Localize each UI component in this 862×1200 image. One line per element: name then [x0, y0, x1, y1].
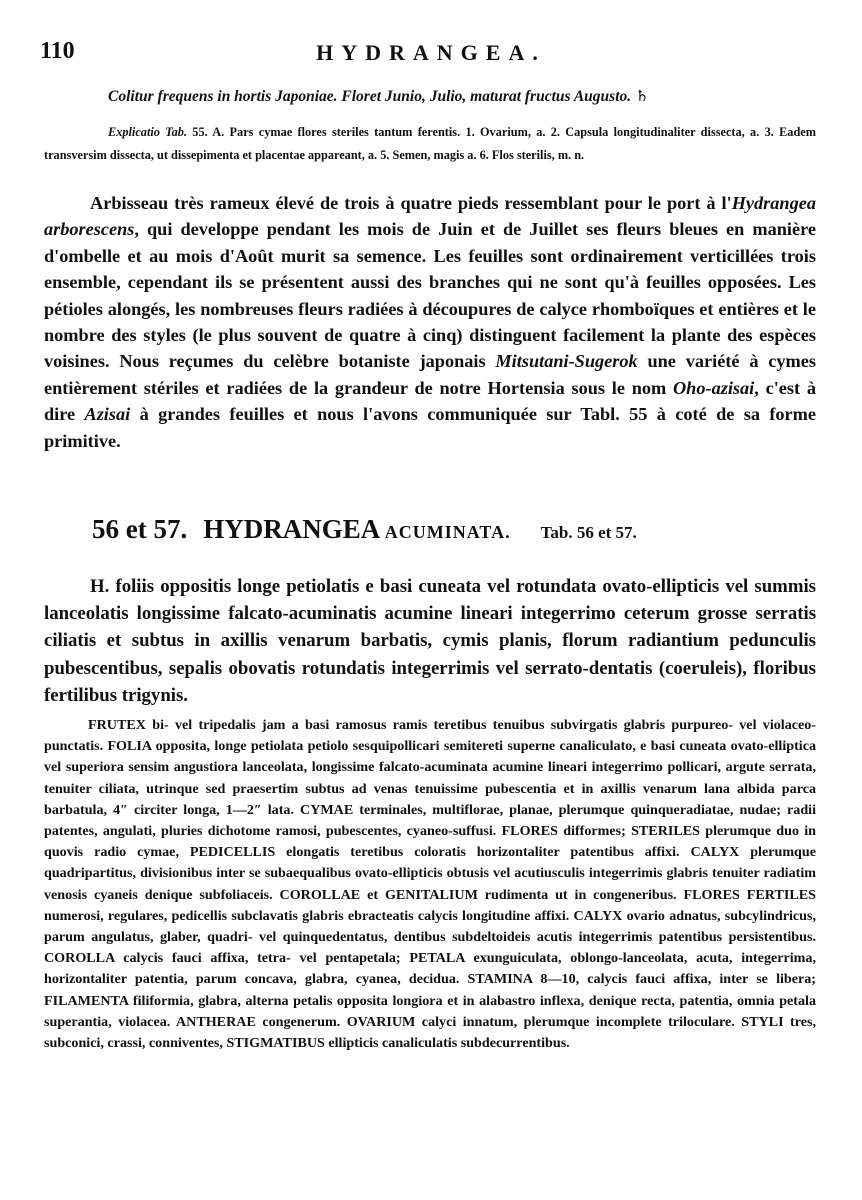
genus-name: HYDRANGEA — [203, 514, 381, 544]
french-text-5: à grandes feuilles et nous l'avons communiquée sur Tabl. 55 à coté de sa forme primitive. — [44, 404, 816, 451]
plate-reference: Tab. 56 et 57. — [540, 523, 637, 542]
page-number: 110 — [40, 38, 75, 64]
french-japanese-name-2: Azisai — [84, 404, 131, 425]
french-text-3: une variété à cymes entièrement stériles et radiées de la grandeur de notre Hortensia sous le nom — [44, 351, 816, 398]
french-text-1: Arbisseau très rameux élevé de trois à quatre pieds ressemblant pour le port à l' — [90, 193, 732, 213]
plate-explanation — [44, 121, 816, 167]
french-botanist-name: Mitsutani-Sugerok — [495, 351, 638, 372]
cultivation-note: Colitur frequens in hortis Japoniae. Floret Junio, Julio, maturat fructus Augusto. ♄ — [108, 88, 649, 105]
species-heading — [92, 514, 822, 545]
french-species-name: Hydrangea arborescens — [44, 193, 816, 240]
latin-diagnosis: H. foliis oppositis longe petiolatis e basi cuneata vel rotundata ovato-ellipticis vel summis lanceolatis longissime falcato-acuminatis acumine lineari integerrimo ceterum grosse serratis ciliatis et subtus in axillis venarum barbatis, cymis planis, florum radiantium pedunculis pubescentibus, sepalis obovatis rotundatis integerrimis vel serrato-dentatis (coeruleis), floribus fertilibus trigynis. — [44, 576, 816, 706]
latin-description: FRUTEX bi- vel tripedalis jam a basi ramosus ramis teretibus tenuibus subvirgatis glabris purpureo- vel violaceo-punctatis. FOLIA opposita, longe petiolata petiolo sesquipollicari semitereti superne canaliculato, e basi cuneata ovato-elliptica vel superiora sensim angustiora lanceolata, longissime falcato-acuminata acumine lineari integerrimo pollicari, argute serrata, tenuiter ciliata, utrinque sed praesertim subtus ad venas tenuissime pubescentia et in axillis venarum lana albida parca barbatula, 4″ circiter longa, 1—2″ lata. CYMAE terminales, multiflorae, planae, plerumque quinqueradiatae, nudae; radii patentes, angulati, pluries dichotome ramosi, pubescentes, cyaneo-suffusi. FLORES difformes; STERILES plerumque duo in quovis radio cymae, PEDICELLIS elongatis teretibus coloratis horizontaliter patentibus affixi. CALYX plerumque quadripartitus, divisionibus inter se subaequalibus ovato-ellipticis obtusis vel acutiusculis integerrimis glabris tenuiter radiatim venosis cyaneis denique subfoliaceis. COROLLAE et GENITALIUM rudimenta ut in congeneribus. FLORES FERTILES numerosi, regulares, pedicellis subclavatis glabris ebracteatis calycis longitudine affixi. CALYX ovario adnatus, subcylindricus, parum angulatus, glaber, quadri- vel quinquedentatus, dentibus subdeltoideis acutis integerrimis patentibus persistentibus. COROLLA calycis fauci affixa, tetra- vel pentapetala; PETALA exunguiculata, oblongo-lanceolata, acuta, integerrima, horizontaliter patentia, parum concava, glabra, cyanea, decidua. STAMINA 8—10, calycis fauci affixa, inter se libera; FILAMENTA filiformia, glabra, alterna petalis opposita longiora et in alabastro inflexa, denique recta, patentia, omnia petala superantia, violacea. ANTHERAE congenerum. OVARIUM calyci innatum, plerumque incomplete triloculare. STYLI tres, subconici, crassi, conniventes, STIGMATIBUS ellipticis canaliculatis subdecurrentibus. — [44, 717, 816, 1052]
french-text-2: , qui developpe pendant les mois de Juin et de Juillet ses fleurs bleues en manière d'ombelle et au mois d'Août murit sa semence. Les feuilles sont ordinairement verticillées trois ensemble, cependant ils se présentent aussi des branches qui ne sont qu'à feuilles opposées. Les pétioles alongés, les nombreuses fleurs radiées à découpures de calyce rhomboïques et entières et le nombre des styles (le plus souvent de quatre à cinq) distinguent facilement la plante des espèces voisines. Nous reçumes du celèbre botaniste japonais — [44, 219, 816, 372]
plate-explanation-text: 55. A. Pars cymae flores steriles tantum ferentis. 1. Ovarium, a. 2. Capsula longitudinaliter dissecta, a. 3. Eadem transversim dissecta, ut dissepimenta et placentae appareant, a. 5. Semen, magis a. 6. Flos sterilis, m. n. — [44, 125, 816, 162]
plate-explanation-label: Explicatio Tab. — [108, 125, 187, 139]
french-description — [44, 190, 816, 454]
species-epithet: ACUMINATA. — [380, 522, 511, 542]
page-header — [40, 38, 822, 68]
french-text-4: , c'est à dire — [44, 377, 816, 425]
species-number: 56 et 57. — [92, 514, 188, 544]
running-head: HYDRANGEA. — [316, 40, 546, 65]
french-japanese-name-1: Oho-azisai — [672, 377, 755, 398]
